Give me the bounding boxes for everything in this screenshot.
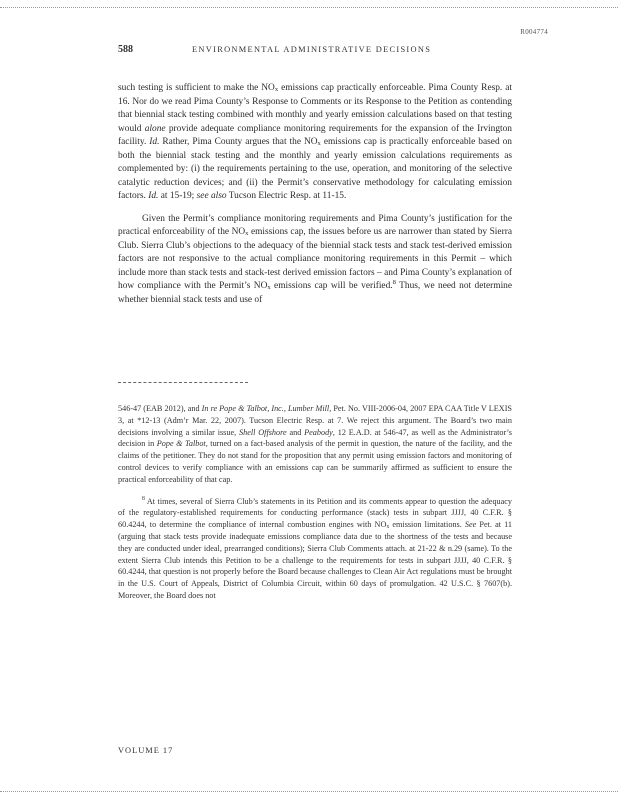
footnote-number: 8 (142, 495, 145, 502)
page-header (0, 44, 618, 56)
subscript-x: x (317, 140, 321, 147)
paragraph-continued: such testing is sufficient to make the $NO_x$ emissions cap practically enforceable. Pima County Resp. at 16. Nor do we read Pima County’s Response to Comments or its Response to the Petition as contending that biennial stack testing combined with monthly and yearly emission calculations based on that testing would alone provide adequate compliance monitoring requirements for the expansion of the Irvington facility. Id. Rather, Pima County argues that the $NO_x$ emissions cap is practically enforceable based on both the biennial stack testing and the monthly and yearly emission calculations requirements as complemented by: (i) the requirements pertaining to the use, operation, and monitoring of the selective catalytic reduction devices; and (ii) the Permit’s conservative methodology for calculating emission factors. Id. at 15-19; see also Tucson Electric Resp. at 11-15. (118, 83, 512, 201)
footnote-ref: 8 (392, 279, 396, 286)
bates-number: R004774 (520, 28, 548, 36)
volume-label: VOLUME 17 (118, 746, 174, 755)
footnote-8: $^8$ At times, several of Sierra Club’s statements in its Petition and its comments appear to question the adequacy of the regulatory-established requirements for conducting performance (stack) tests in subpart JJJJ, 40 C.F.R. § 60.4244, to determine the compliance of internal combustion engines with $NO_x$ emission limitations. See Pet. at 11 (arguing that stack tests provide inadequate emissions compliance data due to the shortness of the tests and because they are conducted under ideal, prearranged conditions); Sierra Club Comments attach. at 21-22 & n.29 (same). To the extent Sierra Club intends this Petition to be a challenge to the requirements for tests in subpart JJJJ, 40 C.F.R. § 60.4244, that question is not properly before the Board because challenges to Clean Air Act regulations must be brought in the U.S. Court of Appeals, District of Columbia Circuit, within 60 days of promulgation. 42 U.S.C. § 7607(b). Moreover, the Board does not (118, 495, 513, 600)
footnote-separator (118, 382, 248, 383)
paragraph: Given the Permit’s compliance monitoring requirements and Pima County’s justification for the practical enforceability of the $NO_x$ emissions cap, the issues before us are narrower than stated by Sierra Club. Sierra Club’s objections to the adequacy of the biennial stack tests and stack test-derived emission factors are not responsive to the actual compliance monitoring requirements in this Permit – which include more than stack tests and stack-test derived emission factors – and Pima County’s explanation of how compliance with the Permit’s $NO_x$ emissions cap will be verified.$^8$ Thus, we need not determine whether biennial stack tests and use of (118, 213, 513, 305)
subscript-x: x (267, 284, 271, 291)
page-number: 588 (118, 44, 133, 55)
body-text (118, 82, 512, 307)
scan-bottom-edge (0, 791, 618, 792)
running-head: ENVIRONMENTAL ADMINISTRATIVE DECISIONS (192, 45, 432, 54)
subscript-x: x (274, 86, 279, 93)
footnote-continued: 546-47 (EAB 2012), and In re Pope & Talbot, Inc., Lumber Mill, Pet. No. VIII-2006-04, 2007 EPA CAA Title V LEXIS 3, at *12-13 (Adm’r Mar. 22, 2007). Tucson Electric Resp. at 7. We reject this argument. The Board’s two main decisions involving a similar issue, Shell Offshore and Peabody, 12 E.A.D. at 546-47, as well as the Administrator’s decision in Pope & Talbot, turned on a fact-based analysis of the permit in question, the nature of the facility, and the claims of the petitioner. They do not stand for the proposition that any permit using emission factors and monitoring of control devices to verify compliance with an emissions cap can be summarily affirmed as sufficient to ensure the practical enforceability of that cap. (118, 404, 513, 484)
subscript-x: x (245, 230, 249, 237)
footnotes (118, 403, 512, 602)
scan-top-edge (0, 7, 618, 8)
subscript-x: x (386, 524, 390, 531)
